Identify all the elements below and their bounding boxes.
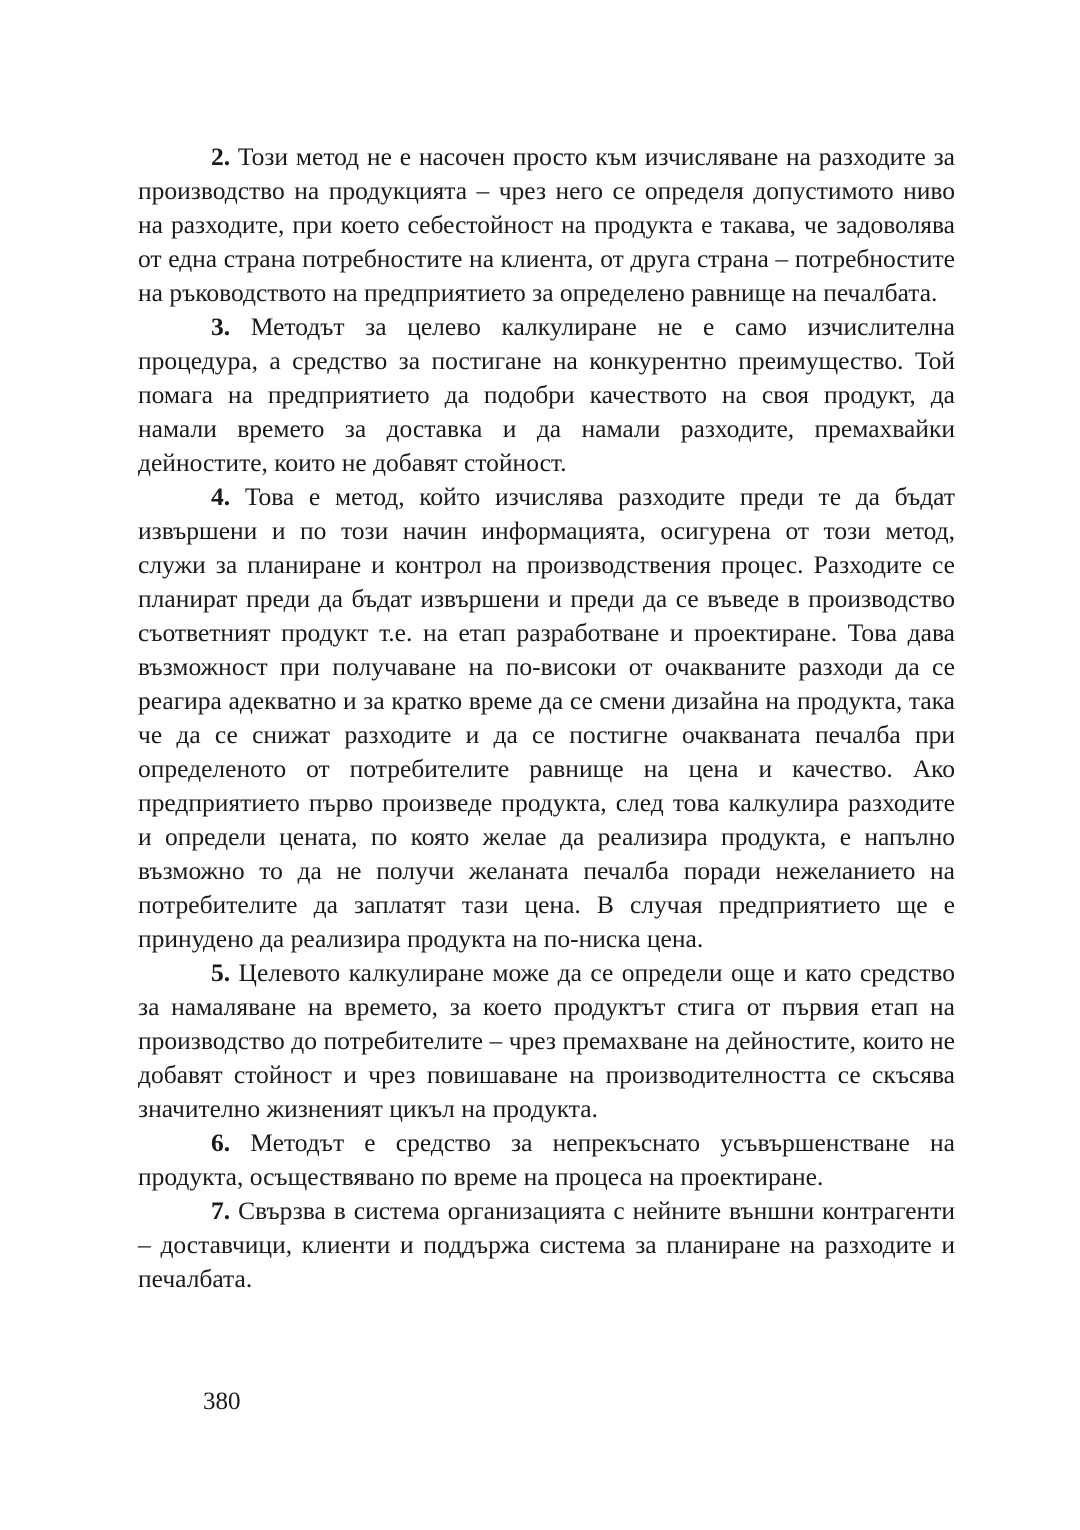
paragraph-number: 4. — [211, 482, 231, 511]
paragraph-4 — [138, 480, 955, 956]
paragraph-7 — [138, 1194, 955, 1296]
paragraph-3 — [138, 310, 955, 480]
paragraph-text: Методът за целево калкулиране не е само изчислителна процедура, а средство за постигане на конкурентно преимущество. Той помага на предприятието да подобри качеството на своя продукт, да намали времето за доставка и да намали разходите, премахвайки дейностите, които не добавят стойност. — [138, 312, 955, 477]
paragraph-text: Целевото калкулиране може да се определи още и като средство за намаляване на времето, за което продуктът стига от първия етап на производство до потребителите – чрез премахване на дейностите, които не добавят стойност и чрез повишаване на производителността се скъсява значително жизненият цикъл на продукта. — [138, 958, 955, 1123]
paragraph-number: 5. — [211, 958, 231, 987]
paragraph-text: Методът е средство за непрекъснато усъвършенстване на продукта, осъществявано по време на процеса на проектиране. — [138, 1128, 955, 1191]
paragraph-6 — [138, 1126, 955, 1194]
page-body — [138, 140, 955, 1296]
paragraph-number: 3. — [211, 312, 231, 341]
paragraph-text: Свързва в система организацията с нейните външни контрагенти – доставчици, клиенти и поддържа система за планиране на разходите и печалбата. — [138, 1196, 955, 1293]
paragraph-number: 2. — [211, 142, 231, 171]
paragraph-text: Този метод не е насочен просто към изчисляване на разходите за производство на продукцията – чрез него се определя допустимото ниво на разходите, при което себестойност на продукта е такава, че задоволява от една страна потребностите на клиента, от друга страна – потребностите на ръководството на предприятието за определено равнище на печалбата. — [138, 142, 955, 307]
paragraph-number: 7. — [211, 1196, 231, 1225]
paragraph-2 — [138, 140, 955, 310]
paragraph-number: 6. — [211, 1128, 231, 1157]
page-number: 380 — [203, 1388, 241, 1415]
paragraph-text: Това е метод, който изчислява разходите преди те да бъдат извършени и по този начин информацията, осигурена от този метод, служи за планиране и контрол на производствения процес. Разходите се планират преди да бъдат извършени и преди да се въведе в производство съответният продукт т.е. на етап разработване и проектиране. Това дава възможност при получаване на по-високи от очакваните разходи да се реагира адекватно и за кратко време да се смени дизайна на продукта, така че да се снижат разходите и да се постигне очакваната печалба при определеното от потребителите равнище на цена и качество. Ако предприятието първо произведе продукта, след това калкулира разходите и определи цената, по която желае да реализира продукта, е напълно възможно то да не получи желаната печалба поради нежеланието на потребителите да заплатят тази цена. В случая предприятието ще е принудено да реализира продукта на по-ниска цена. — [138, 482, 955, 953]
paragraph-5 — [138, 956, 955, 1126]
